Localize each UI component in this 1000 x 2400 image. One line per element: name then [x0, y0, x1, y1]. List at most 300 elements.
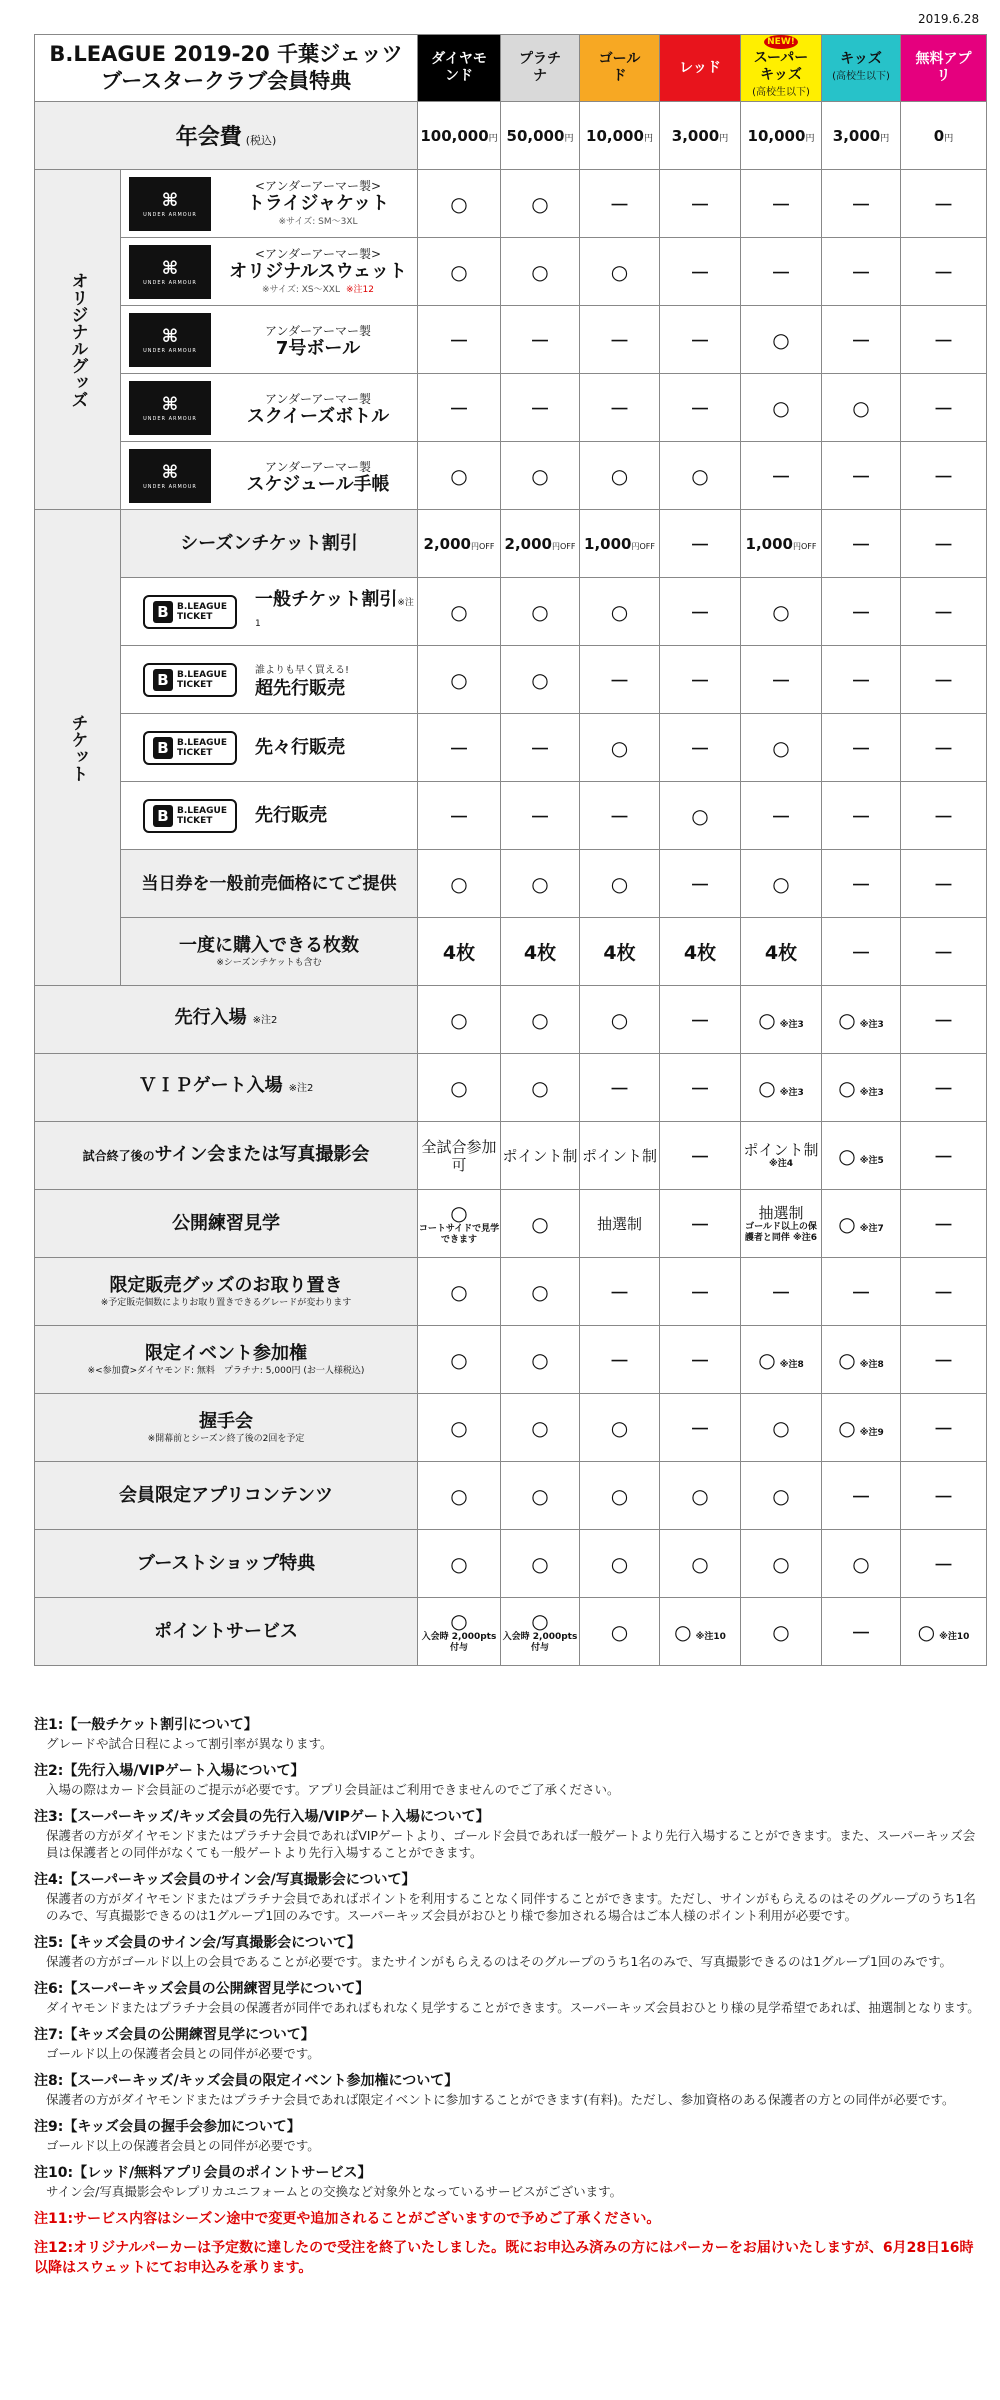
not-available-mark: － — [851, 465, 871, 489]
ua-mark-icon: ⌘ — [161, 461, 179, 483]
benefit-value: ポイント制 — [581, 1146, 657, 1165]
ticket-name: 先行販売 — [255, 804, 327, 826]
benefit-cell — [418, 1054, 501, 1122]
not-available-mark: － — [933, 261, 954, 285]
feature-sub: ※開幕前とシーズン終了後の2回を予定 — [147, 1433, 305, 1444]
goods-size: ※サイズ: SM～3XL — [278, 216, 358, 227]
footnote-body: 入場の際はカード会員証のご提示が必要です。アプリ会員証はご利用できませんのでご了承ください。 — [46, 1782, 620, 1797]
not-available-mark: － — [690, 397, 710, 421]
benefit-cell — [901, 306, 987, 374]
benefit-cell — [580, 646, 660, 714]
not-available-mark: － — [933, 1349, 954, 1373]
goods-name: スケジュール手帳 — [246, 473, 390, 495]
available-mark: ○ — [772, 1619, 790, 1644]
ticket-item-wrap — [121, 731, 417, 765]
goods-row — [35, 442, 987, 510]
benefit-cell — [580, 510, 660, 578]
feature-row — [35, 1190, 987, 1258]
cell-note: ※注7 — [859, 1223, 884, 1234]
feature-name: ポイントサービス — [154, 1620, 298, 1642]
ticket-note: ※注1 — [255, 597, 414, 629]
not-available-mark: － — [690, 1213, 710, 1237]
cell-note: ※注8 — [779, 1359, 804, 1370]
benefit-cell — [822, 1122, 901, 1190]
available-mark: ○ — [772, 1415, 790, 1440]
not-available-mark: － — [933, 1213, 954, 1237]
benefit-cell — [741, 306, 822, 374]
benefit-cell — [741, 442, 822, 510]
not-available-mark: － — [933, 193, 954, 217]
discount-unit: 円OFF — [551, 542, 576, 551]
benefit-cell — [660, 1326, 741, 1394]
benefit-cell — [501, 714, 580, 782]
maxbuy-name: 一度に購入できる枚数 — [179, 934, 359, 956]
footnote-title: 注10:【レッド/無料アプリ会員のポイントサービス】 — [34, 2165, 372, 2181]
bleague-b-icon: B — [153, 737, 173, 759]
not-available-mark: － — [690, 1009, 710, 1033]
bleague-ticket-logo — [143, 595, 237, 629]
fee-title: 年会費 — [175, 125, 242, 150]
benefit-cell — [741, 782, 822, 850]
available-mark: ○ — [610, 463, 629, 488]
not-available-mark: － — [609, 805, 630, 829]
feature-line — [35, 1621, 417, 1643]
goods-item-wrap — [121, 449, 417, 503]
available-mark: ○ — [531, 191, 549, 216]
header-row — [35, 35, 987, 102]
tier-name: レッド — [679, 59, 721, 76]
bleague-b-icon: B — [153, 805, 173, 827]
benefit-cell — [901, 1190, 987, 1258]
not-available-mark: － — [771, 1281, 791, 1305]
feature-label — [35, 1122, 418, 1190]
feature-row — [35, 986, 987, 1054]
feature-name: 先行入場 — [174, 1007, 247, 1028]
benefit-cell — [501, 1462, 580, 1530]
benefit-cell — [660, 170, 741, 238]
feature-line — [35, 1007, 417, 1032]
discount-value: 2,000 — [504, 535, 552, 553]
not-available-mark: － — [851, 873, 871, 897]
benefit-cell — [418, 442, 501, 510]
benefit-cell — [501, 1598, 580, 1666]
benefit-cell — [660, 850, 741, 918]
bl-line1: B.LEAGUE — [177, 669, 227, 680]
cell-note: ※注5 — [859, 1155, 884, 1166]
not-available-mark: － — [609, 669, 630, 693]
benefit-cell — [741, 1122, 822, 1190]
available-mark: ○ — [610, 259, 629, 284]
bl-line1: B.LEAGUE — [177, 737, 227, 748]
available-mark: ○ — [450, 1279, 468, 1304]
fee-cell — [660, 102, 741, 170]
fee-cell — [501, 102, 580, 170]
discount-value: 2,000 — [423, 535, 471, 553]
footnote — [34, 1870, 984, 1924]
not-available-mark: － — [690, 1349, 710, 1373]
feature-name: ＶＩＰゲート入場 — [138, 1075, 283, 1096]
available-mark: ○ — [531, 1075, 549, 1100]
ticket-row — [35, 578, 987, 646]
goods-item — [121, 170, 418, 238]
available-mark: ○ — [531, 667, 549, 692]
not-available-mark: － — [690, 1145, 710, 1169]
cell-note: ※注3 — [859, 1019, 884, 1030]
goods-row — [35, 170, 987, 238]
not-available-mark: － — [933, 1009, 954, 1033]
benefit-cell — [660, 1394, 741, 1462]
available-mark: ○ — [450, 1347, 468, 1372]
benefit-cell — [418, 374, 501, 442]
benefit-cell — [418, 1258, 501, 1326]
feature-label — [35, 1258, 418, 1326]
ticket-text — [255, 804, 417, 826]
available-mark: ○ — [531, 1415, 549, 1440]
available-mark: ○ — [531, 1551, 549, 1576]
ua-mark-icon: ⌘ — [161, 257, 179, 279]
available-mark: ○ — [772, 1483, 790, 1508]
benefit-cell — [580, 1258, 660, 1326]
feature-row — [35, 1530, 987, 1598]
benefit-cell — [418, 1122, 501, 1190]
under-armour-logo — [129, 381, 211, 435]
fee-cell — [822, 102, 901, 170]
benefit-cell — [822, 714, 901, 782]
feature-lead: 試合終了後の — [82, 1149, 155, 1163]
benefit-cell — [580, 850, 660, 918]
category-ticket — [35, 510, 121, 986]
tier-name: 無料アプリ — [915, 51, 972, 84]
available-mark: ○ — [450, 1075, 468, 1100]
benefit-value: 抽選制 — [596, 1214, 642, 1233]
available-mark: ○ — [691, 803, 709, 828]
benefit-cell — [822, 1394, 901, 1462]
footnote — [34, 1715, 984, 1752]
benefit-cell — [501, 442, 580, 510]
not-available-mark: － — [690, 737, 710, 761]
available-mark: ○ — [610, 1551, 629, 1576]
fee-value: 3,000 — [671, 126, 720, 145]
footnotes — [34, 1715, 984, 2287]
benefit-cell — [501, 170, 580, 238]
not-available-mark: － — [851, 941, 871, 965]
fee-unit: 円 — [488, 133, 498, 144]
benefit-cell — [901, 170, 987, 238]
footnote-body: 保護者の方がダイヤモンドまたはプラチナ会員であれば限定イベントに参加することができます(有料)。ただし、参加資格のある保護者の方との同伴が必要です。 — [46, 2092, 955, 2107]
ticket-count: 4枚 — [764, 942, 798, 964]
goods-maker: アンダーアーマー製 — [264, 323, 372, 338]
feature-line — [35, 1275, 417, 1297]
goods-text — [219, 390, 417, 426]
benefit-cell — [822, 918, 901, 986]
not-available-mark: － — [933, 601, 954, 625]
benefit-cell — [501, 578, 580, 646]
tier-sub: (高校生以下) — [832, 71, 890, 82]
benefit-cell — [741, 238, 822, 306]
benefit-cell — [901, 442, 987, 510]
not-available-mark: － — [933, 1485, 954, 1509]
category-goods — [35, 170, 121, 510]
benefit-cell — [660, 1054, 741, 1122]
available-mark: ○ — [531, 1608, 549, 1633]
not-available-mark: － — [851, 1485, 871, 1509]
benefit-value: ポイント制 — [743, 1141, 819, 1159]
footnote-title: 注4:【スーパーキッズ会員のサイン会/写真撮影会について】 — [34, 1872, 416, 1888]
benefit-cell — [741, 1462, 822, 1530]
available-mark: ○ — [610, 1415, 629, 1440]
footnote-title: 注7:【キッズ会員の公開練習見学について】 — [34, 2027, 315, 2043]
fee-unit: 円 — [944, 133, 954, 144]
footnote-body: ゴールド以上の保護者会員との同伴が必要です。 — [46, 2046, 320, 2061]
benefit-cell — [901, 1462, 987, 1530]
not-available-mark: － — [530, 397, 550, 421]
not-available-mark: － — [609, 193, 630, 217]
ticket-item-wrap — [121, 662, 417, 698]
feature-row — [35, 1326, 987, 1394]
benefit-value: ポイント制 — [502, 1146, 578, 1165]
benefit-cell — [418, 306, 501, 374]
feature-name: 会員限定アプリコンテンツ — [118, 1484, 334, 1506]
cell-note: ※注3 — [779, 1087, 804, 1098]
benefit-cell — [501, 1054, 580, 1122]
available-mark: ○ — [450, 1608, 468, 1633]
title-line-1: B.LEAGUE 2019-20 千葉ジェッツ — [49, 42, 403, 66]
benefit-value: 全試合参加可 — [421, 1137, 497, 1174]
not-available-mark: － — [690, 1077, 710, 1101]
benefit-cell — [741, 170, 822, 238]
goods-name: オリジナルスウェット — [229, 260, 407, 282]
benefit-cell — [741, 1530, 822, 1598]
discount-unit: 円OFF — [631, 542, 655, 551]
benefit-cell — [418, 782, 501, 850]
not-available-mark: － — [690, 329, 710, 353]
benefit-cell — [660, 1462, 741, 1530]
ticket-item-wrap — [121, 588, 417, 633]
footnote — [34, 1933, 984, 1970]
bl-line2: TICKET — [177, 679, 213, 690]
benefit-cell — [901, 1258, 987, 1326]
not-available-mark: － — [609, 1281, 630, 1305]
benefit-cell — [501, 510, 580, 578]
season-ticket-row — [35, 510, 987, 578]
available-mark: ○ — [772, 327, 790, 352]
benefit-cell — [418, 510, 501, 578]
not-available-mark: － — [771, 261, 791, 285]
footnote — [34, 1761, 984, 1798]
goods-text — [219, 322, 417, 358]
ticket-item-wrap — [121, 799, 417, 833]
not-available-mark: － — [609, 397, 630, 421]
cell-note: ※注3 — [859, 1087, 884, 1098]
goods-item — [121, 306, 418, 374]
feature-name: 公開練習見学 — [172, 1212, 280, 1234]
benefit-cell — [501, 374, 580, 442]
available-mark: ○ — [610, 1007, 629, 1032]
cell-note: ※注3 — [779, 1019, 804, 1030]
not-available-mark: － — [933, 329, 954, 353]
tier-header — [741, 35, 822, 102]
benefit-cell — [501, 986, 580, 1054]
tier-name: スーパーキッズ — [753, 50, 809, 83]
benefit-cell — [501, 646, 580, 714]
cell-note: ※注10 — [695, 1631, 726, 1642]
under-armour-logo — [129, 245, 211, 299]
benefit-cell — [822, 1190, 901, 1258]
available-mark: ○ — [758, 1007, 776, 1032]
benefit-cell — [580, 170, 660, 238]
benefit-cell — [580, 918, 660, 986]
benefit-cell — [901, 578, 987, 646]
benefit-cell — [501, 1122, 580, 1190]
ua-label: UNDER ARMOUR — [143, 347, 197, 354]
ticket-row — [35, 714, 987, 782]
bl-line2: TICKET — [177, 611, 213, 622]
bl-line2: TICKET — [177, 747, 213, 758]
benefit-cell — [901, 918, 987, 986]
goods-item — [121, 442, 418, 510]
not-available-mark: － — [690, 193, 710, 217]
available-mark: ○ — [838, 1347, 856, 1372]
footnote-body: 保護者の方がゴールド以上の会員であることが必要です。またサインがもらえるのはそのグループのうち1名のみで、写真撮影できるのは1グループ1回のみです。 — [46, 1954, 952, 1969]
feature-label — [35, 1326, 418, 1394]
available-mark: ○ — [450, 1007, 468, 1032]
tier-header — [418, 35, 501, 102]
available-mark: ○ — [450, 1200, 468, 1225]
ticket-count: 4枚 — [442, 942, 476, 964]
bleague-ticket-logo — [143, 731, 237, 765]
benefit-cell — [741, 1258, 822, 1326]
available-mark: ○ — [772, 395, 790, 420]
feature-row — [35, 1462, 987, 1530]
ticket-count: 4枚 — [603, 942, 636, 964]
goods-maker: アンダーアーマー製 — [264, 391, 372, 406]
goods-row — [35, 306, 987, 374]
new-badge: NEW! — [764, 35, 798, 49]
ticket-text — [255, 736, 417, 758]
available-mark: ○ — [758, 1347, 776, 1372]
not-available-mark: － — [771, 465, 791, 489]
available-mark: ○ — [852, 1551, 870, 1576]
goods-item-wrap — [121, 381, 417, 435]
not-available-mark: － — [851, 601, 871, 625]
not-available-mark: － — [851, 1281, 871, 1305]
benefit-cell — [660, 986, 741, 1054]
footnote-body: ダイヤモンドまたはプラチナ会員の保護者が同伴であればもれなく見学することができます。スーパーキッズ会員おひとり様の見学希望であれば、抽選制となります。 — [46, 2000, 980, 2015]
fee-note: (税込) — [245, 134, 277, 147]
available-mark: ○ — [531, 1483, 549, 1508]
benefit-cell — [580, 714, 660, 782]
not-available-mark: － — [530, 329, 550, 353]
benefit-cell — [418, 1326, 501, 1394]
available-mark: ○ — [610, 735, 629, 760]
ua-label: UNDER ARMOUR — [143, 415, 197, 422]
benefit-cell — [418, 1394, 501, 1462]
available-mark: ○ — [838, 1415, 856, 1440]
tier-name: ダイヤモンド — [431, 51, 487, 84]
footnote — [34, 2025, 984, 2062]
not-available-mark: － — [933, 941, 954, 965]
benefit-cell — [418, 1190, 501, 1258]
goods-row — [35, 374, 987, 442]
benefit-cell — [822, 374, 901, 442]
category-label: チケット — [67, 713, 88, 782]
available-mark: ○ — [450, 1415, 468, 1440]
feature-name: サイン会または写真撮影会 — [154, 1144, 370, 1165]
cell-note: ※注4 — [768, 1159, 793, 1169]
benefit-cell — [901, 1054, 987, 1122]
available-mark: ○ — [838, 1211, 856, 1236]
not-available-mark: － — [933, 1077, 954, 1101]
discount-value: 1,000 — [584, 535, 632, 553]
ticket-row — [35, 782, 987, 850]
feature-note: ※注2 — [288, 1083, 314, 1094]
benefit-cell — [660, 1122, 741, 1190]
benefit-cell — [501, 306, 580, 374]
benefit-cell — [580, 1394, 660, 1462]
available-mark: ○ — [531, 1007, 549, 1032]
benefit-cell — [741, 1394, 822, 1462]
not-available-mark: － — [851, 261, 871, 285]
benefit-cell — [741, 918, 822, 986]
tier-sub: (高校生以下) — [752, 87, 810, 98]
available-mark: ○ — [691, 1551, 709, 1576]
goods-text — [219, 458, 417, 494]
not-available-mark: － — [851, 1621, 871, 1645]
available-mark: ○ — [531, 259, 549, 284]
maxbuy-row — [35, 918, 987, 986]
fee-unit: 円 — [643, 133, 653, 144]
benefit-cell — [660, 918, 741, 986]
bleague-ticket-logo — [143, 663, 237, 697]
footnote-title: 注1:【一般チケット割引について】 — [34, 1717, 258, 1733]
footnote-body: グレードや試合日程によって割引率が異なります。 — [46, 1736, 333, 1751]
benefit-cell — [741, 374, 822, 442]
available-mark: ○ — [758, 1075, 776, 1100]
not-available-mark: － — [933, 533, 954, 557]
available-mark: ○ — [450, 259, 468, 284]
benefit-cell — [580, 374, 660, 442]
benefit-cell — [501, 918, 580, 986]
cell-note: ※注10 — [939, 1631, 970, 1642]
feature-label — [35, 986, 418, 1054]
ua-mark-icon: ⌘ — [161, 325, 179, 347]
feature-row — [35, 1258, 987, 1326]
benefit-cell — [901, 1326, 987, 1394]
benefit-cell — [741, 646, 822, 714]
not-available-mark: － — [771, 669, 791, 693]
ticket-name: 先々行販売 — [255, 736, 345, 758]
feature-sub: ※予定販売個数によりお取り置きできるグレードが変わります — [100, 1297, 352, 1308]
benefit-cell — [901, 1122, 987, 1190]
benefit-cell — [660, 578, 741, 646]
cell-note: 入会時 2,000pts付与 — [502, 1631, 578, 1653]
feature-line — [35, 1343, 417, 1365]
benefit-cell — [660, 1190, 741, 1258]
ticket-count: 4枚 — [523, 942, 557, 964]
benefit-cell — [901, 1598, 987, 1666]
benefit-cell — [822, 170, 901, 238]
benefit-cell — [741, 510, 822, 578]
ua-label: UNDER ARMOUR — [143, 279, 197, 286]
benefit-cell — [418, 1598, 501, 1666]
fee-cell — [901, 102, 987, 170]
available-mark: ○ — [450, 463, 468, 488]
bl-line2: TICKET — [177, 815, 213, 826]
not-available-mark: － — [449, 397, 469, 421]
feature-line — [35, 1144, 417, 1167]
feature-row — [35, 1122, 987, 1190]
available-mark: ○ — [772, 1551, 790, 1576]
